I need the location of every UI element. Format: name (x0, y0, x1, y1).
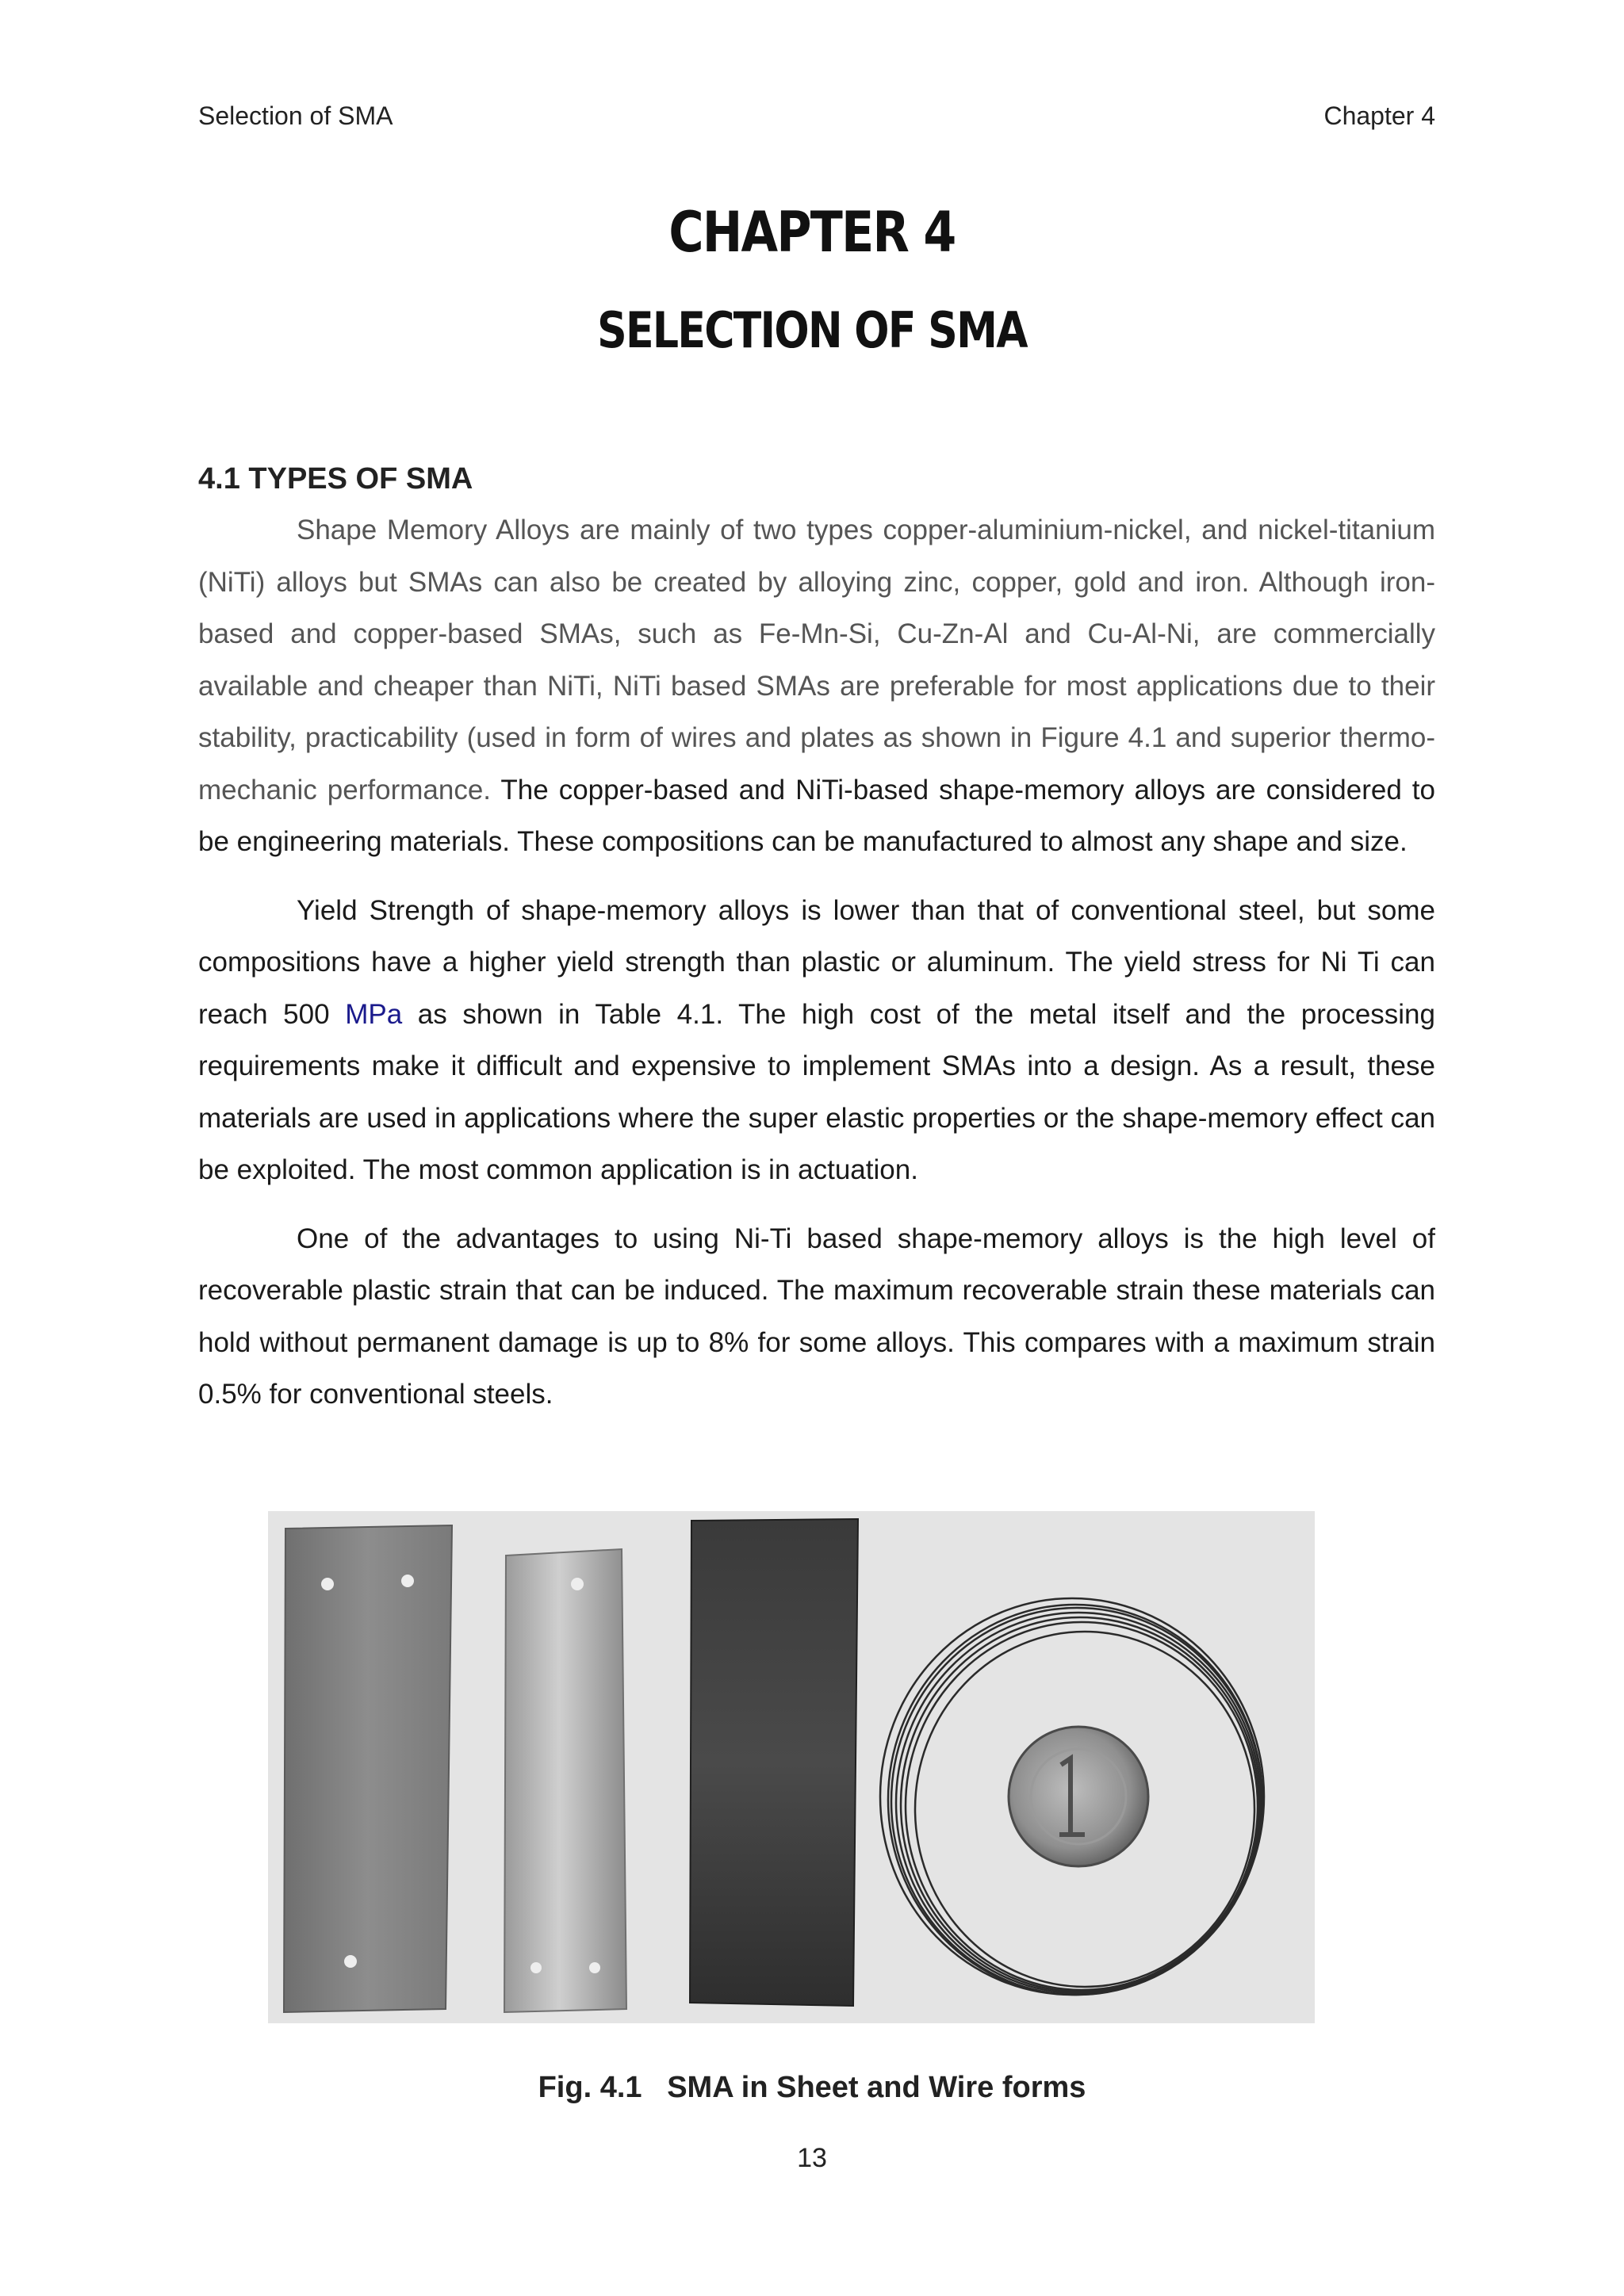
page-number: 13 (797, 2143, 827, 2173)
paragraph-text-after-link: as shown in Table 4.1. The high cost of the metal itself and the processing requirements make it difficult and expensive to implement SMAs into a design. As a result, these materials are used in applications where the super elastic properties or the shape-memory effect can be exploited. The most common application is in actuation. (198, 998, 1435, 1185)
chapter-title: CHAPTER 4 (668, 200, 956, 265)
paragraph-grey-text: Shape Memory Alloys are mainly of two types copper-aluminium-nickel, and nickel-titanium (NiTi) alloys but SMAs can also be created by alloying zinc, copper, gold and iron. Although iron-based and copper-based SMAs, such as Fe-Mn-Si, Cu-Zn-Al and Cu-Al-Ni, are commercially available and cheaper than NiTi, NiTi based SMAs are preferable for most applications due to their stability, practicability (used in form of wires and plates as shown in Figure 4.1 and superior thermo-mechanic performance. (198, 515, 1435, 806)
coin (1009, 1727, 1148, 1866)
mpa-link[interactable]: MPa (345, 998, 403, 1030)
figure-sma-photo (268, 1511, 1315, 2023)
paragraph-yield-strength (198, 885, 1435, 1196)
paragraph-dark-text: The copper-based and NiTi-based shape-memory alloys are considered to be engineering materials. These compositions can be manufactured to almost any shape and size. (198, 774, 1435, 857)
section-heading: 4.1 TYPES OF SMA (198, 462, 473, 496)
section-content (198, 458, 1435, 1421)
sma-sheet-and-wire-photo (268, 1511, 1315, 2023)
chapter-subtitle: SELECTION OF SMA (597, 301, 1027, 359)
header-left-title: Selection of SMA (198, 101, 393, 130)
header-right-chapter: Chapter 4 (1323, 101, 1435, 130)
paragraph-recoverable-strain: One of the advantages to using Ni-Ti based shape-memory alloys is the high level of recoverable plastic strain that can be induced. The maximum recoverable strain these materials can hold without permanent damage is up to 8% for some alloys. This compares with a maximum strain 0.5% for conventional steels. (198, 1223, 1435, 1410)
running-header (198, 98, 1435, 133)
paragraph-types-of-sma (198, 504, 1435, 868)
figure-caption: Fig. 4.1 SMA in Sheet and Wire forms (538, 2071, 1086, 2104)
paragraph-text-before-link: Yield Strength of shape-memory alloys is lower than that of conventional steel, but some compositions have a higher yield strength than plastic or aluminum. The yield stress for Ni Ti can reach 500 (198, 894, 1435, 1030)
